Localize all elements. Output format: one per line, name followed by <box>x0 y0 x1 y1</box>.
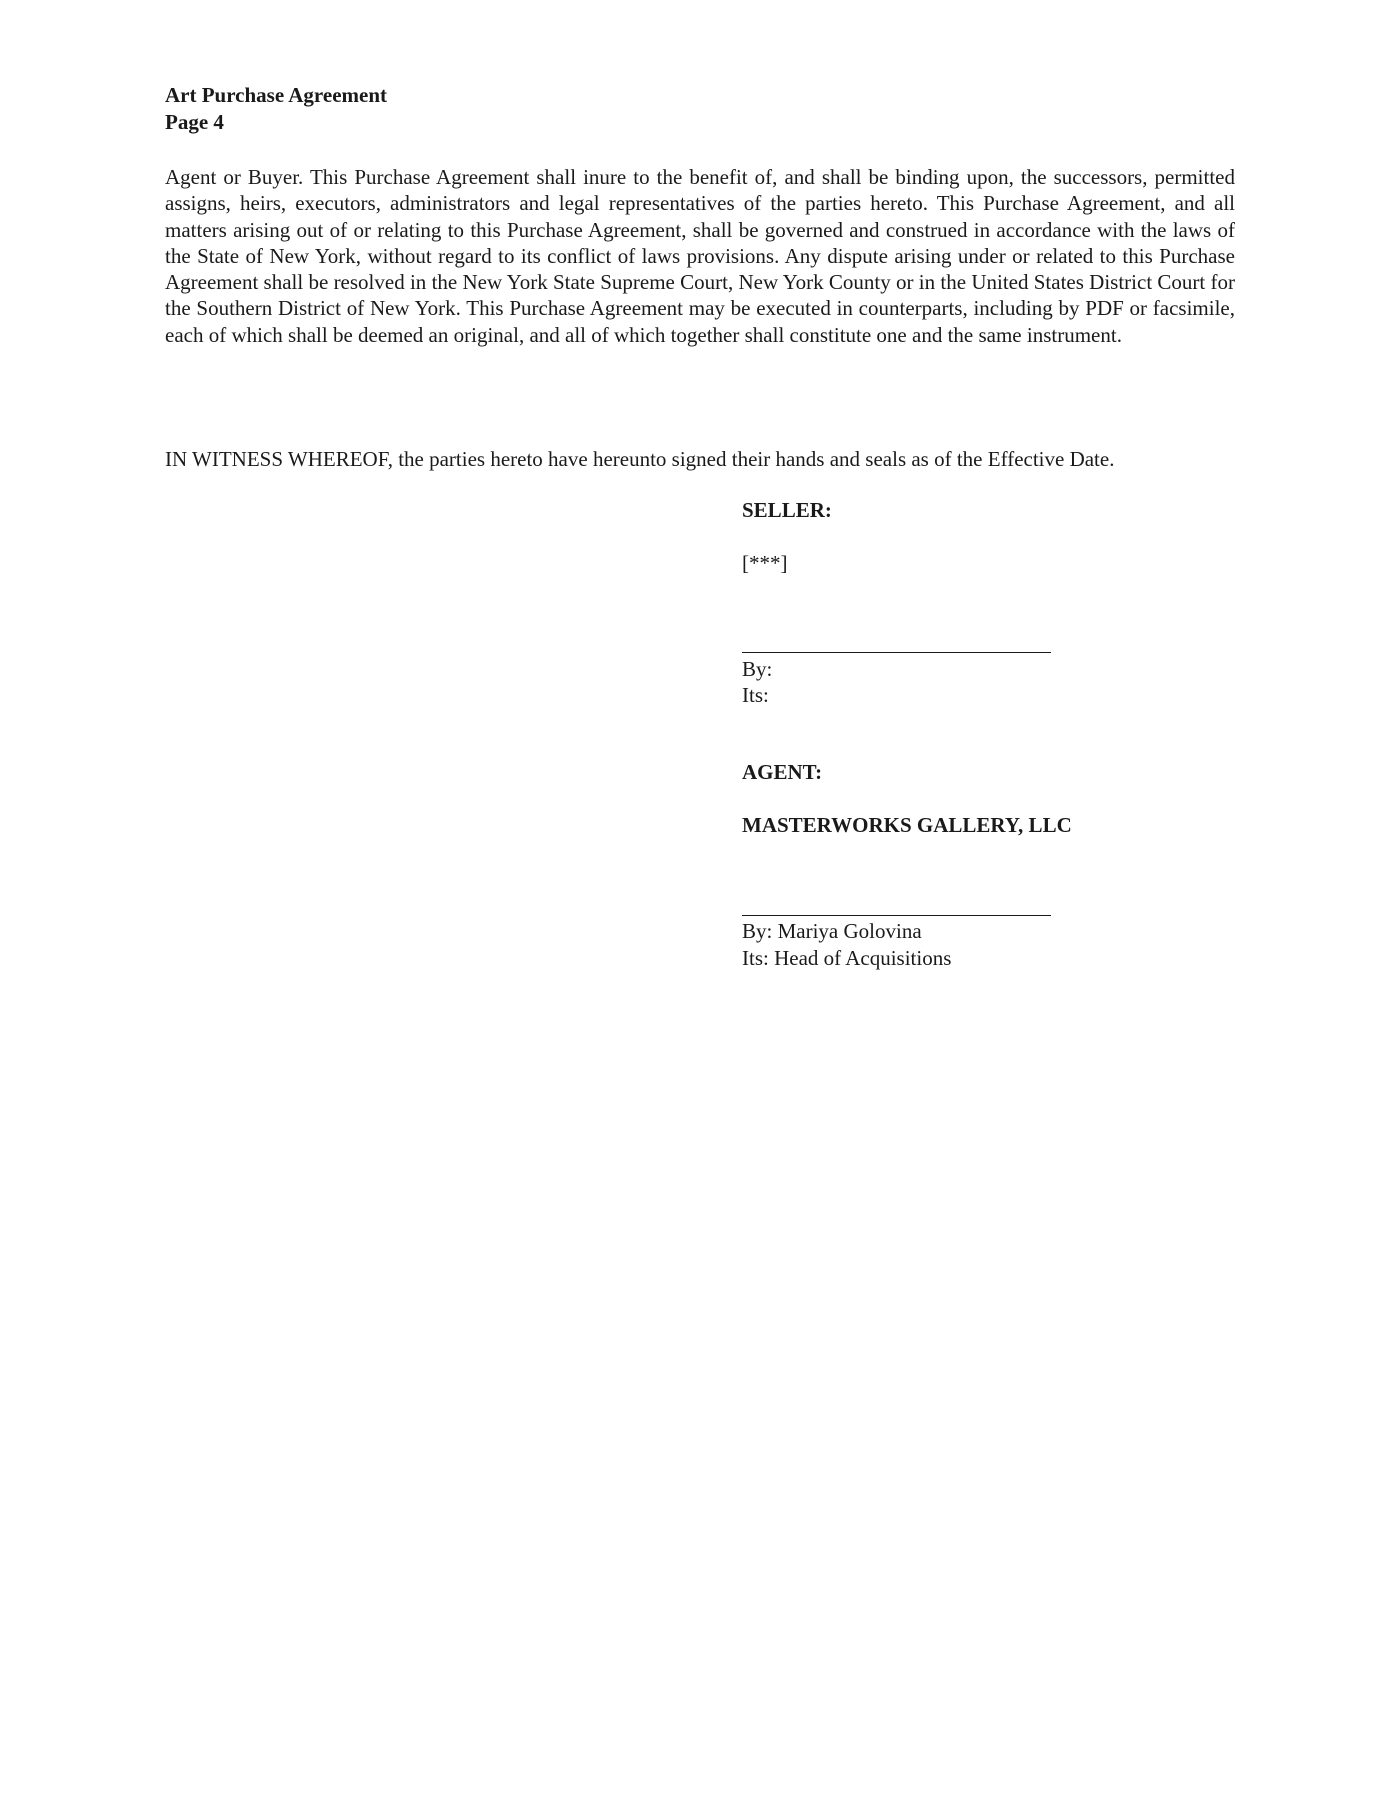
agent-company: MASTERWORKS GALLERY, LLC <box>742 813 1072 837</box>
governing-law-paragraph: Agent or Buyer. This Purchase Agreement shall inure to the benefit of, and shall be binding upon, the successors, permitted assigns, heirs, executors, administrators and legal representatives of the parties hereto. This Purchase Agreement, and all matters arising out of or relating to this Purchase Agreement, shall be governed and construed in accordance with the laws of the State of New York, without regard to its conflict of laws provisions. Any dispute arising under or related to this Purchase Agreement shall be resolved in the New York State Supreme Court, New York County or in the United States District Court for the Southern District of New York. This Purchase Agreement may be executed in counterparts, including by PDF or facsimile, each of which shall be deemed an original, and all of which together shall constitute one and the same instrument. <box>165 165 1235 347</box>
document-title: Art Purchase Agreement <box>165 83 387 107</box>
seller-heading: SELLER: <box>742 498 832 522</box>
agent-its: Its: Head of Acquisitions <box>742 946 952 970</box>
seller-signature-line <box>742 652 1051 653</box>
witness-clause: IN WITNESS WHEREOF, the parties hereto have hereunto signed their hands and seals as of the Effective Date. <box>165 447 1115 471</box>
seller-its: Its: <box>742 683 769 707</box>
agent-heading: AGENT: <box>742 760 823 784</box>
page-header <box>165 82 387 136</box>
agent-by: By: Mariya Golovina <box>742 919 922 943</box>
seller-by: By: <box>742 657 773 681</box>
page-number: Page 4 <box>165 110 224 134</box>
seller-name: [***] <box>742 551 788 575</box>
agent-signature-line <box>742 915 1051 916</box>
